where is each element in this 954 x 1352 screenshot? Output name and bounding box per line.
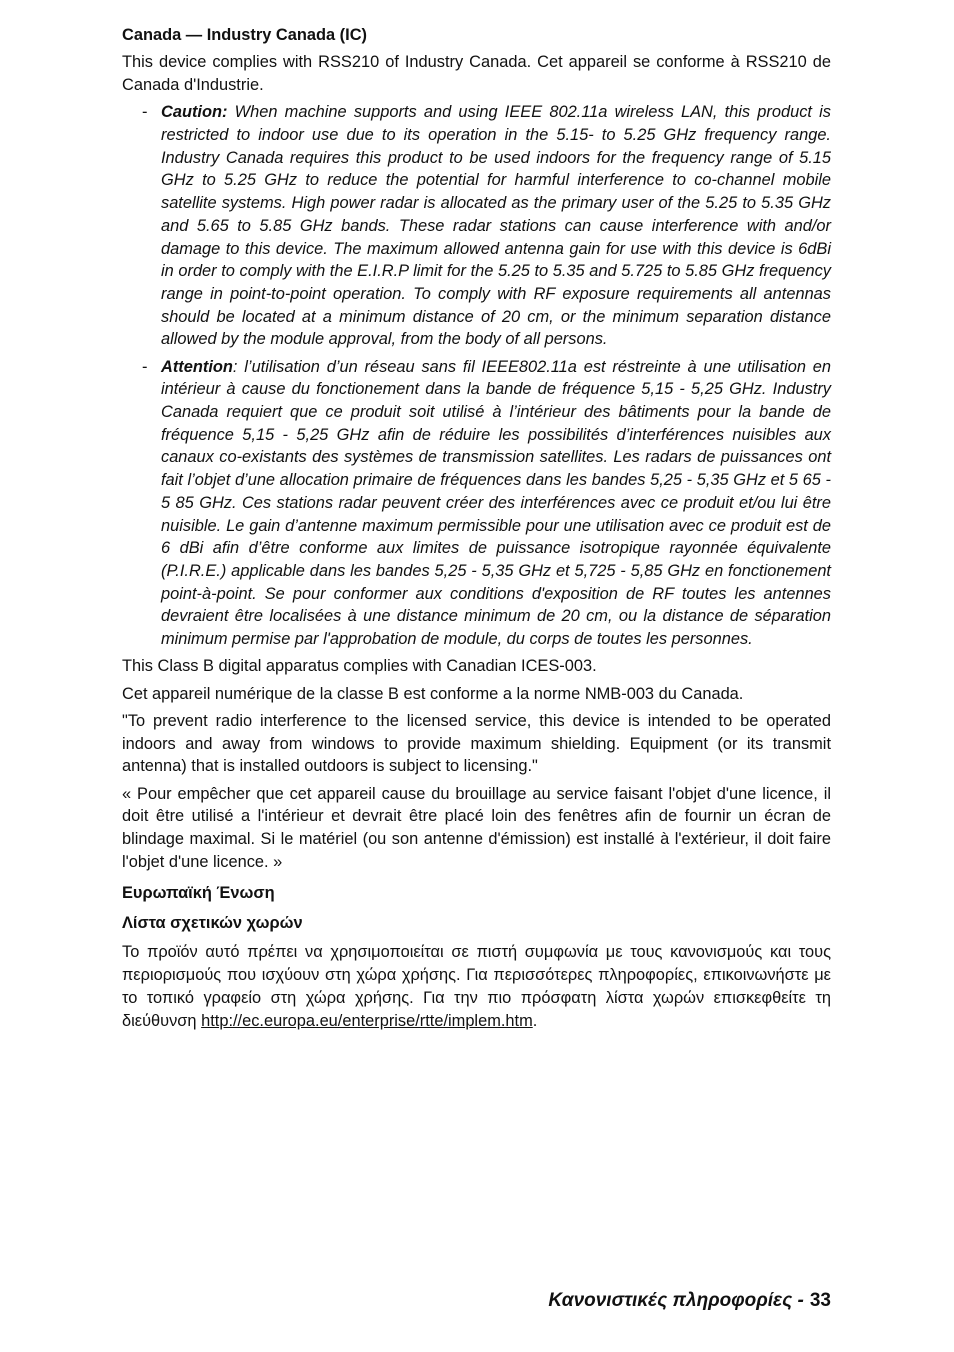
eu-end: . [532, 1011, 538, 1030]
attention-text: : l’utilisation d’un réseau sans fil IEEE802.11a est réstreinte à une utilisation en intérieur à cause du fonctionement dans la bande de fréquence 5,15 - 5,25 GHz. Industry Canada requiert que ce produit soit utilisé à l’intérieur des bâtiments pour la bande de fréquence 5,15 - 5,25 GHz afin de réduire les possibilités d’interférences nuisibles aux canaux co-existants des systèmes de transmission satellites. Les radars de puissances ont fait l’objet d’une allocation primaire de fréquences dans les bandes 5,25 - 5,35 GHz et 5 65 - 5 85 GHz. Ces stations radar peuvent créer des interférences avec ce produit et/ou lui être nuisible. Le gain d’antenne maximum permissible pour une utilisation avec ce produit est de 6 dBi afin d’être conforme aux limites de puissance isotropique rayonnée équivalente (P.I.R.E.) applicable dans les bandes 5,25 - 5,35 GHz et 5,725 - 5,85 GHz en fonctionement point-à-point. Se pour conformer aux conditions d'exposition de RF toutes les antennes devraient être localisées à une distance minimum de 20 cm, ou la distance de séparation minimum permise par l'approbation de module, du corps de toutes les personnes. [161, 357, 831, 649]
eu-paragraph [122, 941, 831, 1032]
eu-subheading: Λίστα σχετικών χωρών [122, 913, 303, 932]
bullet-dash: - [142, 357, 148, 376]
attention-bullet [122, 356, 831, 651]
caution-label: Caution: [161, 103, 228, 122]
attention-label: Attention [161, 357, 233, 376]
bullet-dash: - [142, 103, 148, 122]
class-b-french: Cet appareil numérique de la classe B est conforme a la norme NMB-003 du Canada. [122, 684, 744, 703]
footer-title: Κανονιστικές πληροφορίες - [548, 1290, 804, 1311]
document-body [122, 24, 831, 1037]
page-number: 33 [809, 1290, 831, 1311]
caution-bullet [122, 101, 831, 351]
eu-text: Το προϊόν αυτό πρέπει να χρησιμοποιείται σε πιστή συμφωνία με τους κανονισμούς και τους περιορισμούς που ισχύουν στη χώρα χρήσης. Για περισσότερες πληροφορίες, επικοινωνήστε με το τοπικό γραφείο στη χώρα χρήσης. Για την πιο πρόσφατη λίστα χωρών επισκεφθείτε τη διεύθυνση [122, 943, 831, 1030]
radio-interference-english: "To prevent radio interference to the licensed service, this device is intended to be operated indoors and away from windows to provide maximum shielding. Equipment (or its transmit antenna) that is installed outdoors is subject to licensing." [122, 711, 831, 776]
eu-link[interactable]: http://ec.europa.eu/enterprise/rtte/implem.htm [201, 1011, 533, 1030]
page-footer [548, 1290, 831, 1312]
eu-heading: Ευρωπαϊκή Ένωση [122, 884, 275, 903]
class-b-english: This Class B digital apparatus complies with Canadian ICES-003. [122, 657, 597, 676]
radio-interference-french: « Pour empêcher que cet appareil cause du brouillage au service faisant l'objet d'une licence, il doit être utilisé a l'intérieur et devrait être placé loin des fenêtres afin de fournir un écran de blindage maximal. Si le matériel (ou son antenne d'émission) est installé à l'extérieur, il doit faire l'objet d'une licence. » [122, 784, 831, 871]
canada-intro: This device complies with RSS210 of Industry Canada. Cet appareil se conforme à RSS210 de Canada d'Industrie. [122, 53, 831, 94]
caution-text: When machine supports and using IEEE 802.11a wireless LAN, this product is restricted to indoor use due to its operation in the 5.15- to 5.25 GHz frequency range. Industry Canada requires this product to be used indoors for the frequency range of 5.15 GHz to 5.25 GHz to reduce the potential for harmful interference to co-channel mobile satellite systems. High power radar is allocated as the primary user of the 5.25 to 5.35 GHz and 5.65 to 5.85 GHz bands. These radar stations can cause interference with and/or damage to this device. The maximum allowed antenna gain for use with this device is 6dBi in order to comply with the E.I.R.P limit for the 5.25 to 5.35 and 5.725 to 5.85 GHz frequency range in point-to-point operation. To comply with RF exposure requirements all antennas should be located at a minimum distance of 20 cm, or the minimum separation distance allowed by the module approval, from the body of all persons. [161, 103, 831, 349]
canada-heading: Canada — Industry Canada (IC) [122, 26, 367, 44]
